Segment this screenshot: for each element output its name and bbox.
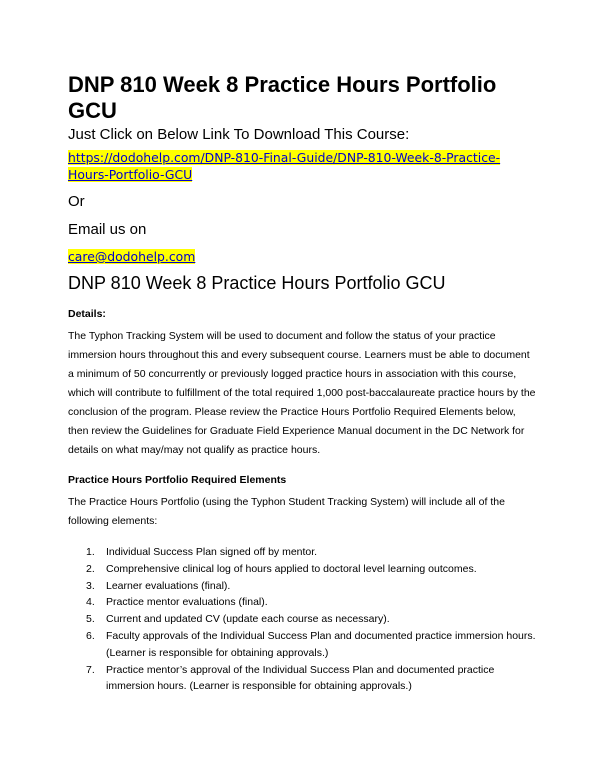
- required-elements-intro: The Practice Hours Portfolio (using the Typhon Student Tracking System) will include all of the following elements:: [68, 496, 505, 527]
- list-item-number: 7.: [86, 663, 95, 676]
- list-item-text: Practice mentor’s approval of the Individual Success Plan and documented practice immersion hours. (Learner is responsible for obtaining approvals.): [106, 663, 495, 693]
- or-text: Or: [68, 193, 85, 210]
- list-item-text: Current and updated CV (update each course as necessary).: [106, 613, 390, 626]
- email-link[interactable]: care@dodohelp.com: [68, 249, 196, 264]
- list-item-number: 4.: [86, 596, 95, 609]
- list-item-number: 1.: [86, 546, 95, 558]
- section-heading: DNP 810 Week 8 Practice Hours Portfolio GCU: [68, 273, 446, 293]
- required-elements-heading: Practice Hours Portfolio Required Elements: [68, 474, 287, 486]
- list-item-text: Faculty approvals of the Individual Success Plan and documented practice immersion hours. (Learner is responsible for obtaining approvals.): [106, 629, 536, 659]
- download-link-container: [68, 150, 538, 183]
- list-item-text: Comprehensive clinical log of hours applied to doctoral level learning outcomes.: [106, 562, 477, 575]
- download-link[interactable]: https://dodohelp.com/DNP-810-Final-Guide/DNP-810-Week-8-Practice-Hours-Portfolio-GCU: [68, 150, 501, 182]
- list-item: [68, 594, 538, 611]
- list-item: [68, 578, 538, 595]
- document-title: DNP 810 Week 8 Practice Hours Portfolio GCU: [68, 72, 497, 123]
- email-link-container: [68, 249, 195, 265]
- list-item: [68, 628, 538, 662]
- list-item-number: 5.: [86, 613, 95, 626]
- list-item-text: Individual Success Plan signed off by mentor.: [106, 546, 318, 558]
- list-item: [68, 662, 538, 696]
- list-item-text: Practice mentor evaluations (final).: [106, 596, 268, 609]
- list-item: [68, 544, 538, 561]
- details-label: Details:: [68, 308, 106, 320]
- list-item: [68, 561, 538, 578]
- list-item-number: 6.: [86, 629, 95, 642]
- list-item-text: Learner evaluations (final).: [106, 579, 231, 592]
- email-label: Email us on: [68, 221, 147, 238]
- details-body: The Typhon Tracking System will be used to document and follow the status of your practice immersion hours throughout this and every subsequent course. Learners must be able to document a minimum of 50 concurrently or previously logged practice hours in association with this course, which will contribute to fulfillment of the total required 1,000 post-baccalaureate practice hours by the conclusion of the program. Please review the Practice Hours Portfolio Required Elements below, then review the Guidelines for Graduate Field Experience Manual document in the DC Network for details on what may/may not qualify as practice hours.: [68, 330, 536, 456]
- list-item: [68, 611, 538, 628]
- required-elements-list: [68, 544, 538, 695]
- download-prompt: Just Click on Below Link To Download This Course:: [68, 126, 410, 143]
- list-item-number: 3.: [86, 579, 95, 592]
- list-item-number: 2.: [86, 562, 95, 575]
